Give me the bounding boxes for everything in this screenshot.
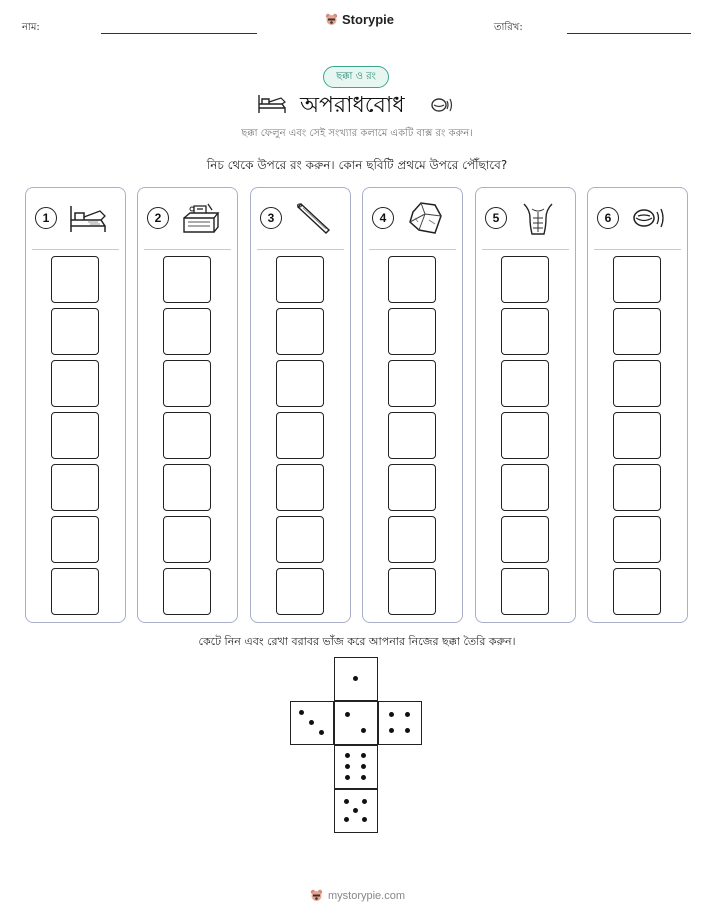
dice-pip (345, 753, 350, 758)
color-box[interactable] (501, 568, 549, 615)
color-box[interactable] (613, 464, 661, 511)
name-label: নাম: (22, 22, 40, 33)
column-divider (369, 249, 456, 250)
column-divider (482, 249, 569, 250)
color-box[interactable] (388, 464, 436, 511)
color-box[interactable] (501, 516, 549, 563)
column-1 (25, 187, 126, 623)
dice-pip (319, 730, 324, 735)
dice-pip (405, 728, 410, 733)
dice-pip (353, 676, 358, 681)
color-box[interactable] (613, 308, 661, 355)
color-box[interactable] (51, 360, 99, 407)
column-divider (144, 249, 231, 250)
bed-title-icon (256, 90, 288, 116)
dice-face-5 (334, 789, 378, 833)
color-box[interactable] (163, 256, 211, 303)
subtitle: ছক্কা ফেলুন এবং সেই সংখ্যার কলামে একটি বাক্স রং করুন। (241, 128, 473, 139)
color-box[interactable] (388, 412, 436, 459)
color-box[interactable] (388, 360, 436, 407)
speaking-mouth-icon (630, 200, 670, 236)
color-box[interactable] (276, 568, 324, 615)
color-box[interactable] (613, 360, 661, 407)
dice-pip (362, 817, 367, 822)
color-box[interactable] (276, 256, 324, 303)
color-box[interactable] (501, 256, 549, 303)
color-box[interactable] (163, 568, 211, 615)
dice-face-2 (334, 701, 378, 745)
bed-icon (68, 200, 108, 236)
color-box[interactable] (613, 412, 661, 459)
color-box[interactable] (51, 256, 99, 303)
footer (310, 889, 405, 903)
color-box[interactable] (501, 464, 549, 511)
dice-face-6 (334, 745, 378, 789)
name-line[interactable] (101, 33, 257, 34)
color-box[interactable] (276, 412, 324, 459)
column-number: 6 (597, 207, 619, 229)
column-number: 5 (485, 207, 507, 229)
footer-url[interactable]: mystorypie.com (328, 890, 406, 902)
color-box[interactable] (51, 464, 99, 511)
brand-name: Storypie (342, 12, 395, 27)
column-6 (587, 187, 688, 623)
torso-icon (518, 200, 558, 236)
cut-instruction: কেটে নিন এবং রেখা বরাবর ভাঁজ করে আপনার নিজের ছক্কা তৈরি করুন। (198, 635, 516, 648)
toolbox-icon (180, 200, 220, 236)
color-box[interactable] (163, 360, 211, 407)
speaker-audio-icon[interactable] (430, 96, 456, 114)
bear-logo-icon (325, 13, 338, 27)
color-box[interactable] (388, 516, 436, 563)
color-box[interactable] (388, 568, 436, 615)
stick-icon (293, 200, 333, 236)
color-box[interactable] (276, 360, 324, 407)
date-line[interactable] (567, 33, 691, 34)
color-box[interactable] (388, 308, 436, 355)
column-number: 1 (35, 207, 57, 229)
color-box[interactable] (388, 256, 436, 303)
dice-pip (299, 710, 304, 715)
color-box[interactable] (276, 464, 324, 511)
column-5 (475, 187, 576, 623)
bear-footer-icon (310, 889, 323, 903)
dice-face-1 (334, 657, 378, 701)
instruction: নিচ থেকে উপরে রং করুন। কোন ছবিটি প্রথমে উপরে পৌঁছাবে? (206, 158, 508, 172)
column-number: 3 (260, 207, 282, 229)
color-box[interactable] (51, 412, 99, 459)
brand-logo (325, 12, 394, 27)
color-box[interactable] (163, 516, 211, 563)
color-box[interactable] (51, 516, 99, 563)
dice-face-4 (378, 701, 422, 745)
column-3 (250, 187, 351, 623)
column-2 (137, 187, 238, 623)
dice-pip (344, 799, 349, 804)
dice-pip (345, 764, 350, 769)
rock-icon (405, 200, 445, 236)
color-box[interactable] (613, 256, 661, 303)
column-divider (594, 249, 681, 250)
dice-face-3 (290, 701, 334, 745)
color-box[interactable] (51, 308, 99, 355)
column-divider (257, 249, 344, 250)
date-label: তারিখ: (494, 22, 523, 33)
dice-pip (362, 799, 367, 804)
dice-pip (345, 712, 350, 717)
color-box[interactable] (163, 308, 211, 355)
dice-pip (389, 712, 394, 717)
color-box[interactable] (51, 568, 99, 615)
page-title: অপরাধবোধ (300, 93, 405, 118)
column-number: 4 (372, 207, 394, 229)
dice-pip (361, 728, 366, 733)
color-box[interactable] (501, 308, 549, 355)
dice-pip (309, 720, 314, 725)
dice-pip (361, 764, 366, 769)
color-box[interactable] (276, 516, 324, 563)
dice-pip (353, 808, 358, 813)
dice-pip (344, 817, 349, 822)
dice-pip (361, 775, 366, 780)
color-box[interactable] (163, 412, 211, 459)
dice-pip (405, 712, 410, 717)
color-box[interactable] (276, 308, 324, 355)
dice-pip (389, 728, 394, 733)
dice-pip (345, 775, 350, 780)
color-box[interactable] (613, 516, 661, 563)
column-4 (362, 187, 463, 623)
color-box[interactable] (501, 360, 549, 407)
color-box[interactable] (613, 568, 661, 615)
column-number: 2 (147, 207, 169, 229)
column-divider (32, 249, 119, 250)
activity-badge: ছক্কা ও রং (323, 66, 389, 88)
color-box[interactable] (163, 464, 211, 511)
color-box[interactable] (501, 412, 549, 459)
dice-pip (361, 753, 366, 758)
